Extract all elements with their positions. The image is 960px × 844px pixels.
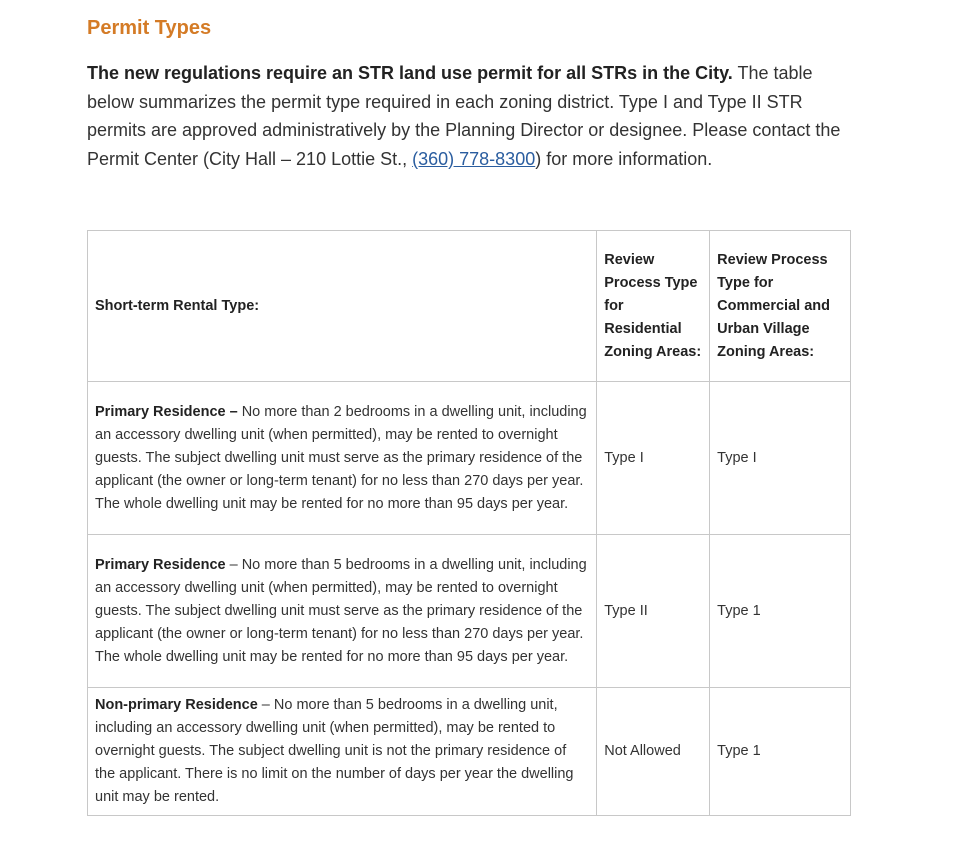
table-row [88, 688, 851, 816]
residential-review-cell: Type II [597, 535, 710, 688]
rental-type-name: Primary Residence – [95, 403, 238, 420]
section-heading: Permit Types [87, 17, 212, 39]
commercial-review-cell: Type 1 [710, 535, 851, 688]
table-row [88, 535, 851, 688]
header-rental-type: Short-term Rental Type: [88, 231, 597, 382]
residential-review-cell: Type I [597, 382, 710, 535]
permit-types-table [87, 230, 851, 816]
permit-center-phone-link[interactable]: (360) 778-8300 [412, 148, 536, 169]
table-header-row [88, 231, 851, 382]
commercial-review-cell: Type 1 [710, 688, 851, 816]
intro-paragraph [87, 59, 847, 173]
rental-type-cell [88, 535, 597, 688]
intro-text: The table below summarizes the permit type required in each zoning district. Type I and Type II STR permits are approved administratively by the Planning Director or designee. Please contact the Permit Center (City Hall – 210 Lottie St., [87, 63, 841, 169]
commercial-review-cell: Type I [710, 382, 851, 535]
rental-type-description: No more than 2 bedrooms in a dwelling unit, including an accessory dwelling unit (when permitted), may be rented to overnight guests. The subject dwelling unit must serve as the primary residence of the applicant (the owner or long-term tenant) for no less than 270 days per year. The whole dwelling unit may be rented for no more than 95 days per year. [95, 403, 587, 512]
rental-type-name: Non-primary Residence [95, 697, 258, 713]
rental-type-cell [88, 688, 597, 816]
intro-text-end: ) for more information. [535, 148, 713, 169]
intro-bold-lead: The new regulations require an STR land use permit for all STRs in the City. [87, 63, 733, 83]
rental-type-name: Primary Residence [95, 556, 226, 573]
table-row [88, 382, 851, 535]
rental-type-description: – No more than 5 bedrooms in a dwelling unit, including an accessory dwelling unit (when permitted), may be rented to overnight guests. The subject dwelling unit is not the primary residence of the applicant. There is no limit on the number of days per year the dwelling unit may be rented. [95, 697, 574, 805]
rental-type-cell [88, 382, 597, 535]
residential-review-cell: Not Allowed [597, 688, 710, 816]
rental-type-description: – No more than 5 bedrooms in a dwelling unit, including an accessory dwelling unit (when permitted), may be rented to overnight guests. The subject dwelling unit must serve as the primary residence of the applicant (the owner or long-term tenant) for no less than 270 days per year. The whole dwelling unit may be rented for no more than 95 days per year. [95, 556, 587, 665]
header-residential-review: Review Process Type for Residential Zoning Areas: [597, 231, 710, 382]
header-commercial-review: Review Process Type for Commercial and Urban Village Zoning Areas: [710, 231, 851, 382]
